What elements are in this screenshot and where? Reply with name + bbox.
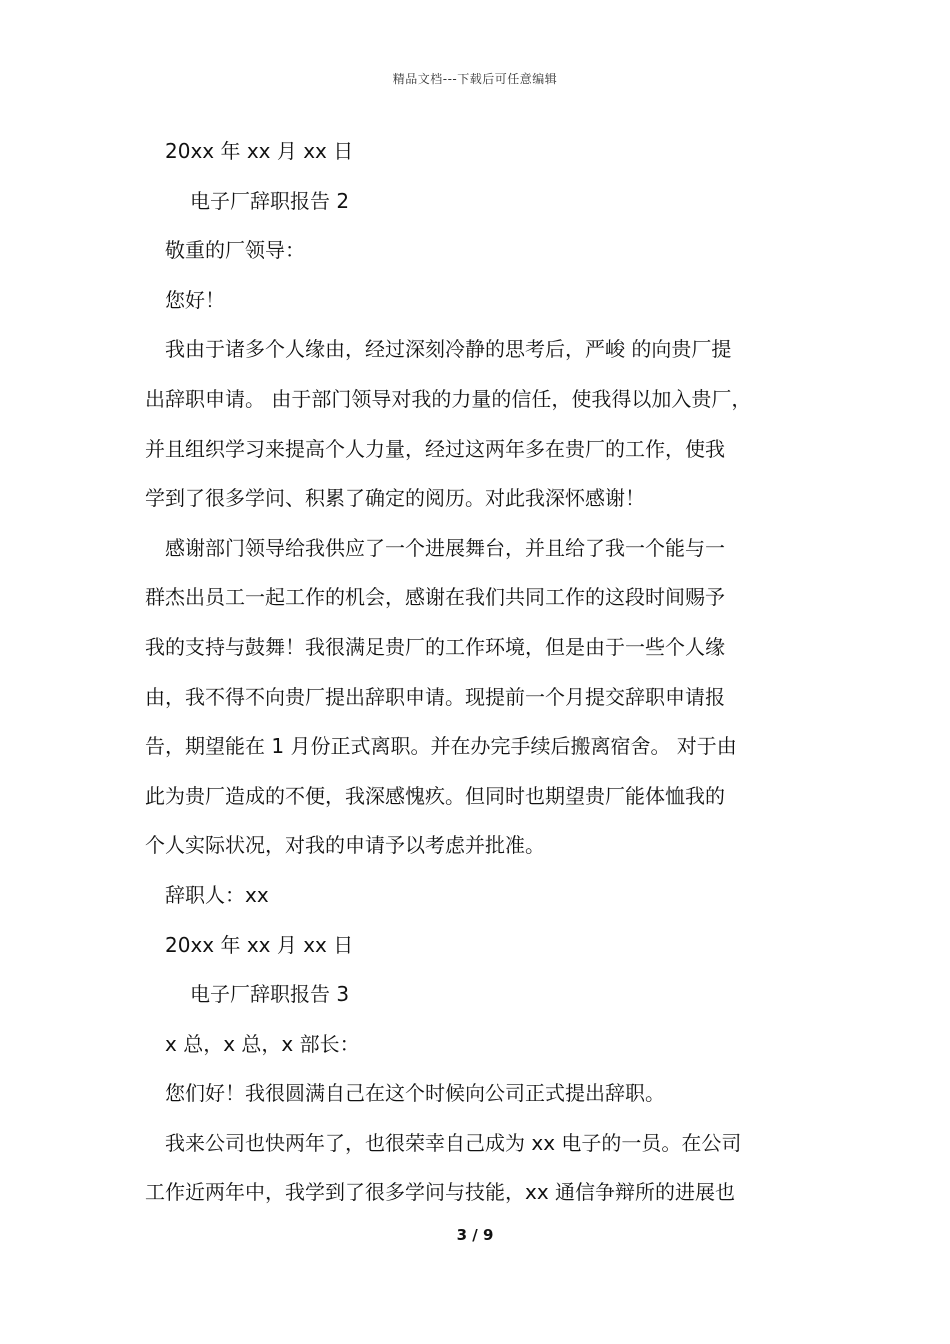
paragraph-line: 并且组织学习来提高个人力量，经过这两年多在贵厂的工作，使我	[145, 436, 725, 461]
salutation: x 总，x 总，x 部长：	[165, 1031, 360, 1056]
paragraph-line: 出辞职申请。 由于部门领导对我的力量的信任，使我得以加入贵厂，	[145, 386, 752, 411]
document-body	[145, 127, 815, 1218]
date-line: 20xx 年 xx 月 xx 日	[165, 932, 354, 957]
paragraph-line: 告，期望能在 1 月份正式离职。并在办完手续后搬离宿舍。 对于由	[145, 734, 737, 759]
section-title: 电子厂辞职报告 3	[190, 982, 350, 1007]
paragraph-line: 感谢部门领导给我供应了一个进展舞台，并且给了我一个能与一	[165, 535, 725, 560]
paragraph-line: 工作近两年中，我学到了很多学问与技能，xx 通信争辩所的进展也	[145, 1180, 736, 1205]
paragraph-line: 个人实际状况，对我的申请予以考虑并批准。	[145, 833, 545, 858]
paragraph-line: 我由于诸多个人缘由，经过深刻冷静的思考后，严峻 的向贵厂提	[165, 337, 732, 362]
paragraph	[145, 325, 815, 523]
signer-line: 辞职人：xx	[165, 882, 269, 907]
paragraph-line: 学到了很多学问、积累了确定的阅历。对此我深怀感谢！	[145, 486, 645, 511]
page-number: 3 / 9	[456, 1226, 494, 1244]
paragraph-line: 群杰出员工一起工作的机会，感谢在我们共同工作的这段时间赐予	[145, 585, 725, 610]
page-header: 精品文档---下载后可任意编辑	[392, 72, 558, 86]
paragraph	[145, 1119, 815, 1218]
paragraph-line: 由，我不得不向贵厂提出辞职申请。现提前一个月提交辞职申请报	[145, 684, 725, 709]
section-title: 电子厂辞职报告 2	[190, 188, 350, 213]
greeting: 您好！	[165, 287, 225, 312]
salutation: 敬重的厂领导：	[165, 238, 305, 263]
paragraph	[145, 524, 815, 871]
greeting: 您们好！我很圆满自己在这个时候向公司正式提出辞职。	[165, 1081, 665, 1106]
paragraph-line: 此为贵厂造成的不便，我深感愧疚。但同时也期望贵厂能体恤我的	[145, 783, 725, 808]
paragraph-line: 我来公司也快两年了，也很荣幸自己成为 xx 电子的一员。在公司	[165, 1130, 742, 1155]
date-line: 20xx 年 xx 月 xx 日	[165, 139, 354, 163]
paragraph-line: 我的支持与鼓舞！我很满足贵厂的工作环境，但是由于一些个人缘	[145, 634, 725, 659]
